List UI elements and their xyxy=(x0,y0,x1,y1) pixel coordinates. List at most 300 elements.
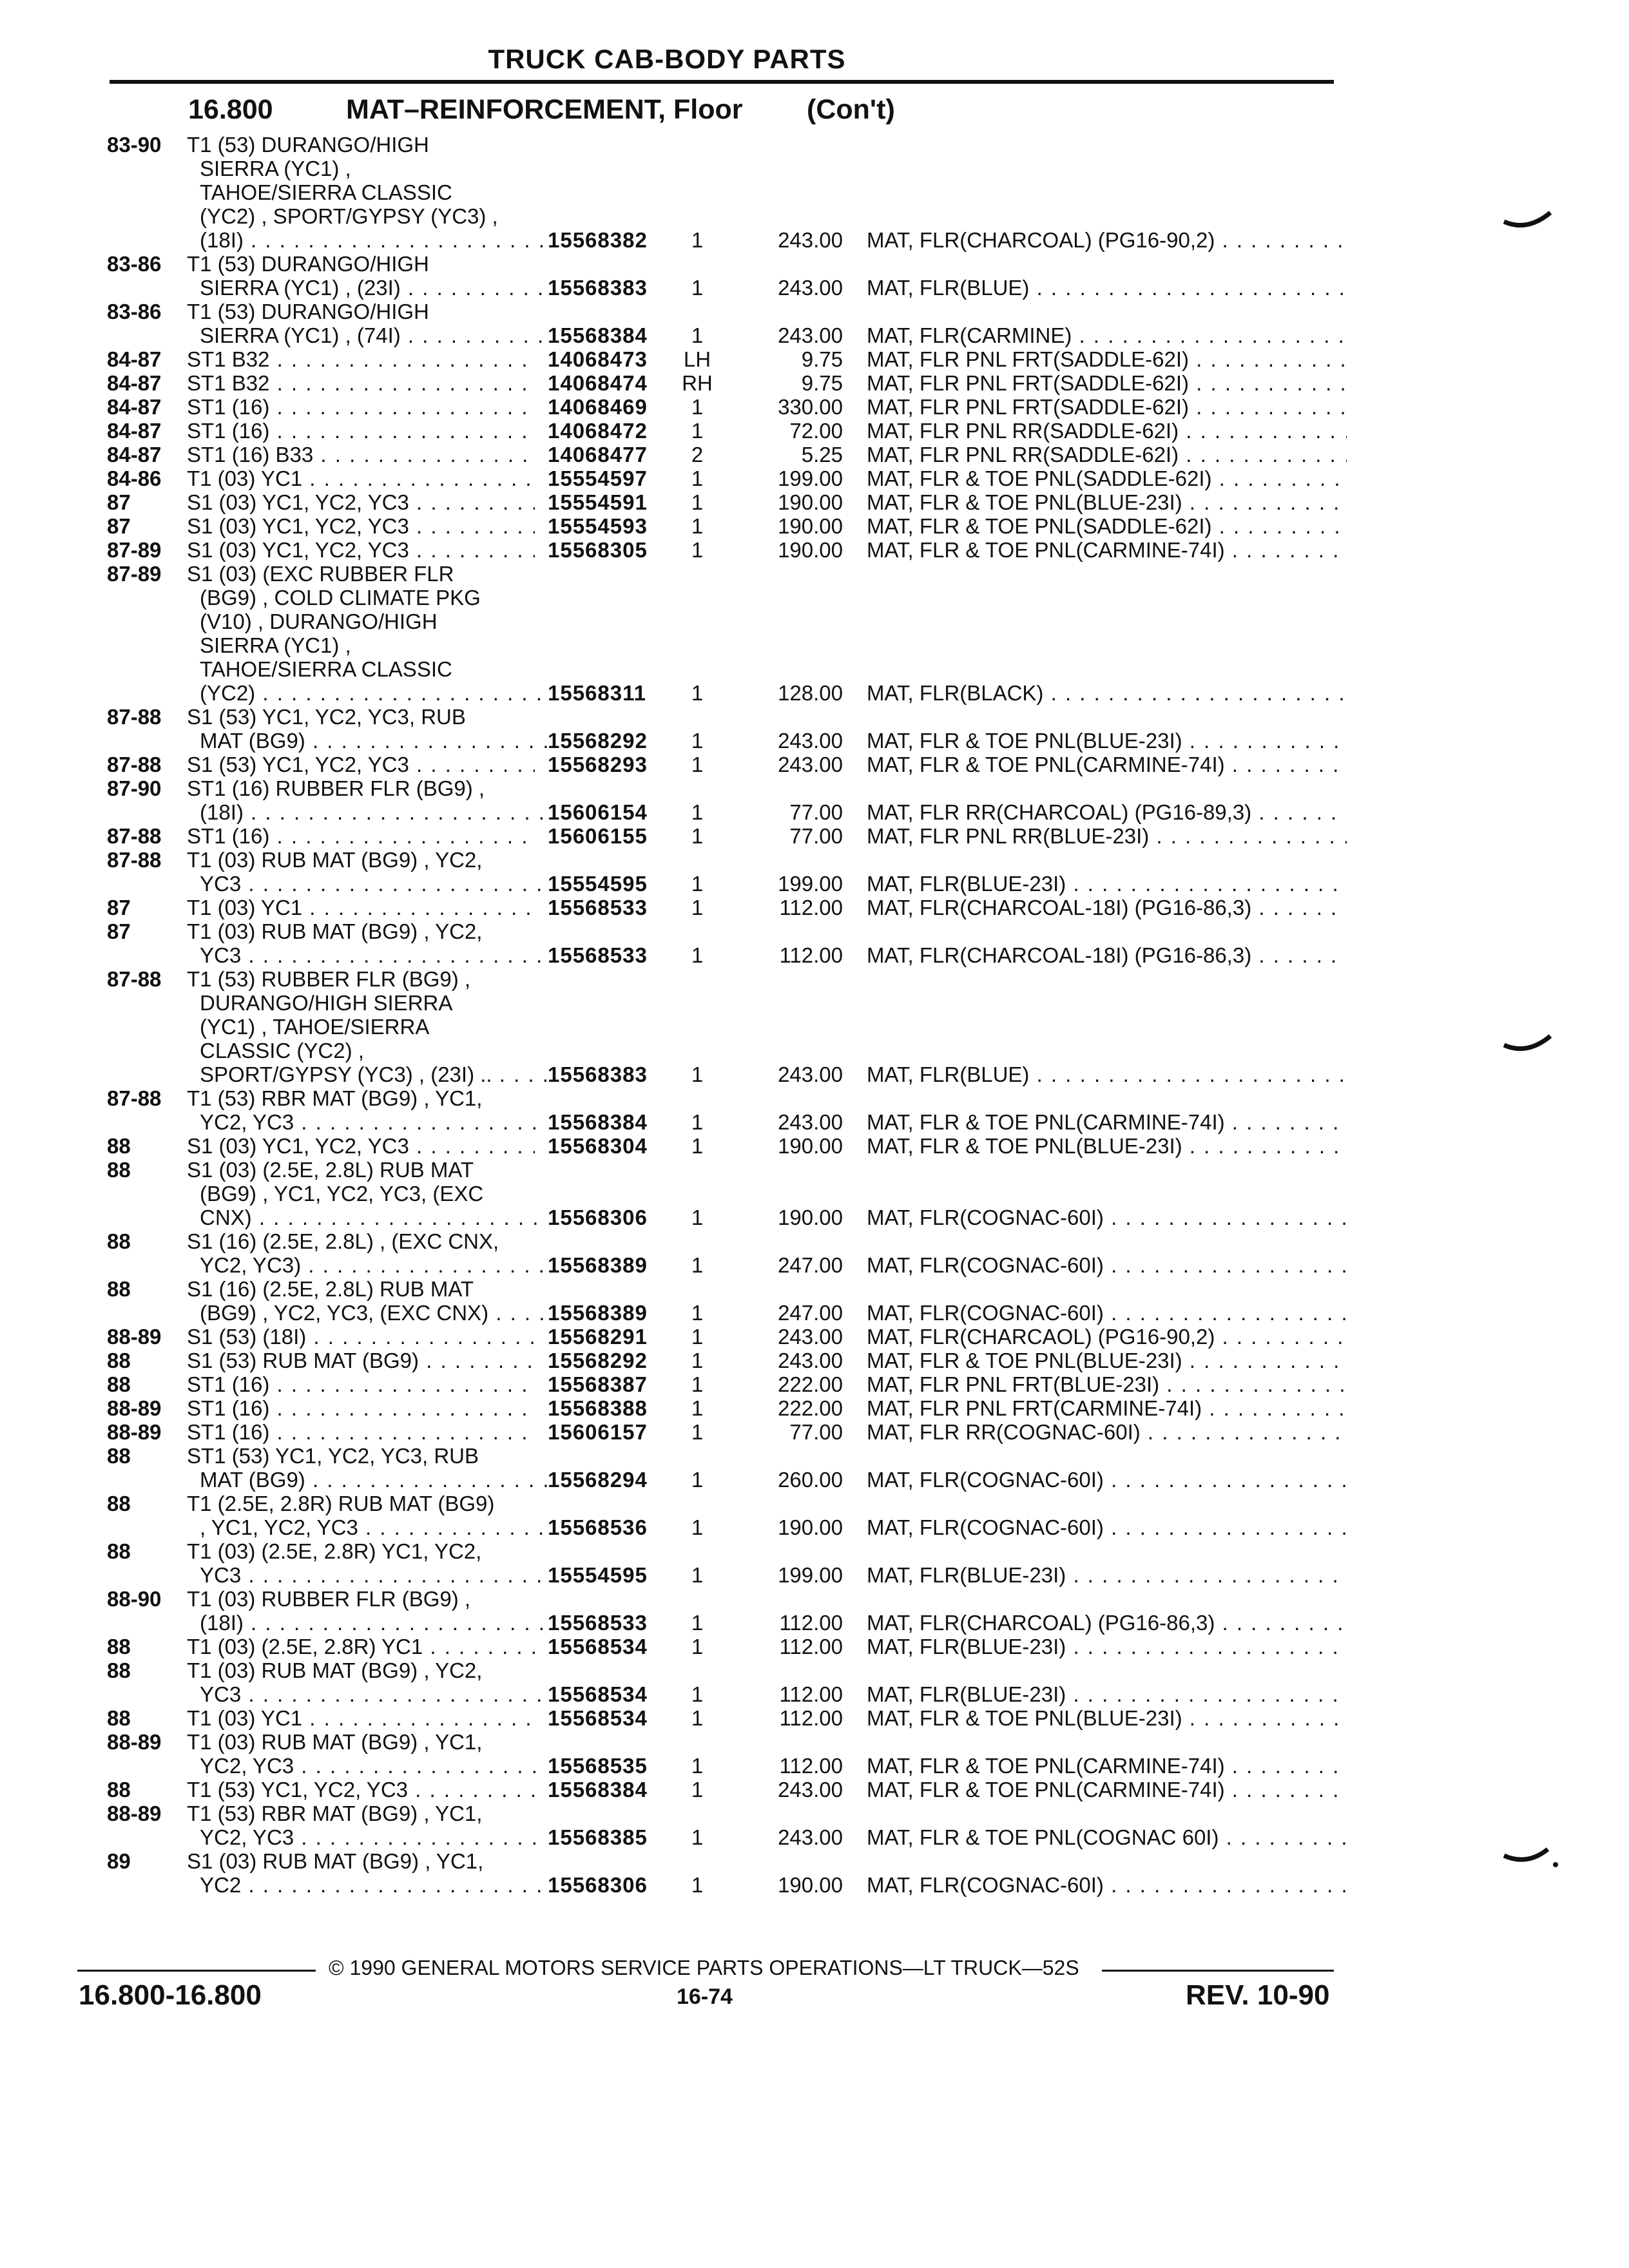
model-description: ST1 (16) . . . xyxy=(187,1396,535,1420)
model-description: T1 (53) DURANGO/HIGH xyxy=(187,300,429,323)
quantity: 1 xyxy=(691,1468,704,1492)
price: 9.75 xyxy=(801,347,843,371)
price: 243.00 xyxy=(778,276,843,300)
part-description: MAT, FLR & TOE PNL(CARMINE-74I) . . . xyxy=(867,753,1347,776)
part-description: MAT, FLR & TOE PNL(SADDLE-62I) . . . xyxy=(867,466,1347,490)
table-row xyxy=(0,610,1629,633)
price: 77.00 xyxy=(789,824,843,848)
footer-rule xyxy=(1102,1970,1334,1972)
price: 112.00 xyxy=(779,896,843,919)
quantity: 1 xyxy=(691,1325,704,1349)
margin-tick-mark xyxy=(1501,207,1553,233)
part-number: 15554595 xyxy=(548,872,648,896)
model-description: ST1 (16) RUBBER FLR (BG9) , xyxy=(187,776,485,800)
part-description: MAT, FLR(COGNAC-60I) . . . xyxy=(867,1468,1347,1492)
table-row xyxy=(0,1658,1629,1682)
model-description: ST1 (16) . . . xyxy=(187,1372,535,1396)
model-description: (18I) . . . xyxy=(200,228,548,252)
model-description: T1 (53) RBR MAT (BG9) , YC1, xyxy=(187,1086,483,1110)
model-description: (BG9) , YC2, YC3, (EXC CNX) . . . xyxy=(200,1301,548,1325)
table-row xyxy=(0,395,1629,419)
model-year: 88 xyxy=(107,1134,131,1158)
table-row xyxy=(0,1587,1629,1611)
price: 190.00 xyxy=(778,514,843,538)
table-row xyxy=(0,443,1629,466)
model-description: CLASSIC (YC2) , xyxy=(200,1039,364,1062)
model-description: ST1 (16) . . . xyxy=(187,824,535,848)
margin-tick-mark xyxy=(1501,1843,1559,1871)
model-year: 88 xyxy=(107,1158,131,1182)
table-row xyxy=(0,180,1629,204)
part-description: MAT, FLR & TOE PNL(CARMINE-74I) . . . xyxy=(867,1110,1347,1134)
quantity: 1 xyxy=(691,1873,704,1897)
price: 112.00 xyxy=(779,1635,843,1658)
model-year: 84-86 xyxy=(107,466,162,490)
part-number: 15568305 xyxy=(548,538,648,562)
part-number: 15568383 xyxy=(548,276,648,300)
table-row xyxy=(0,419,1629,443)
table-row xyxy=(0,1515,1629,1539)
model-year: 84-87 xyxy=(107,371,162,395)
model-description: CNX) . . . xyxy=(200,1206,548,1229)
table-row xyxy=(0,1062,1629,1086)
model-year: 88 xyxy=(107,1778,131,1802)
model-description: S1 (03) YC1, YC2, YC3 . . . xyxy=(187,490,535,514)
model-description: T1 (53) DURANGO/HIGH xyxy=(187,133,429,157)
model-description: SPORT/GYPSY (YC3) , (23I) .. . . . xyxy=(200,1062,548,1086)
model-description: S1 (53) YC1, YC2, YC3 . . . xyxy=(187,753,535,776)
part-description: MAT, FLR(COGNAC-60I) . . . xyxy=(867,1515,1347,1539)
table-row xyxy=(0,1873,1629,1897)
part-number: 15568311 xyxy=(548,681,647,705)
model-description: T1 (03) (2.5E, 2.8R) YC1, YC2, xyxy=(187,1539,482,1563)
table-row xyxy=(0,1706,1629,1730)
part-description: MAT, FLR(CARMINE) . . . xyxy=(867,323,1347,347)
part-description: MAT, FLR(COGNAC-60I) . . . xyxy=(867,1253,1347,1277)
model-description: T1 (53) RUBBER FLR (BG9) , xyxy=(187,967,471,991)
price: 190.00 xyxy=(778,1515,843,1539)
model-description: S1 (03) YC1, YC2, YC3 . . . xyxy=(187,1134,535,1158)
price: 112.00 xyxy=(779,943,843,967)
model-description: (18I) . . . xyxy=(200,800,548,824)
price: 72.00 xyxy=(789,419,843,443)
header-rule xyxy=(110,80,1334,84)
part-description: MAT, FLR(BLUE) . . . xyxy=(867,276,1347,300)
part-number: 15568292 xyxy=(548,729,648,753)
table-row xyxy=(0,228,1629,252)
model-description: T1 (03) YC1 . . . xyxy=(187,896,535,919)
model-year: 88-89 xyxy=(107,1420,162,1444)
model-description: (BG9) , YC1, YC2, YC3, (EXC xyxy=(200,1182,484,1206)
table-row xyxy=(0,1492,1629,1515)
model-year: 83-90 xyxy=(107,133,162,157)
model-year: 87-88 xyxy=(107,1086,162,1110)
model-year: 83-86 xyxy=(107,252,162,276)
table-row xyxy=(0,514,1629,538)
table-row xyxy=(0,800,1629,824)
quantity: LH xyxy=(683,347,711,371)
table-row xyxy=(0,1849,1629,1873)
table-row xyxy=(0,1110,1629,1134)
part-description: MAT, FLR(CHARCOAL-18I) (PG16-86,3) . . . xyxy=(867,896,1347,919)
part-description: MAT, FLR & TOE PNL(BLUE-23I) . . . xyxy=(867,1706,1347,1730)
model-description: T1 (03) RUB MAT (BG9) , YC1, xyxy=(187,1730,483,1754)
part-description: MAT, FLR(BLUE-23I) . . . xyxy=(867,872,1347,896)
quantity: 1 xyxy=(691,538,704,562)
price: 190.00 xyxy=(778,538,843,562)
part-description: MAT, FLR(BLUE-23I) . . . xyxy=(867,1563,1347,1587)
price: 222.00 xyxy=(778,1372,843,1396)
part-description: MAT, FLR PNL FRT(SADDLE-62I) . . . xyxy=(867,395,1347,419)
quantity: 1 xyxy=(691,1420,704,1444)
part-description: MAT, FLR & TOE PNL(SADDLE-62I) . . . xyxy=(867,514,1347,538)
model-year: 84-87 xyxy=(107,347,162,371)
model-year: 88 xyxy=(107,1635,131,1658)
model-description: (BG9) , COLD CLIMATE PKG xyxy=(200,586,481,610)
part-number: 15568384 xyxy=(548,323,648,347)
part-description: MAT, FLR PNL FRT(SADDLE-62I) . . . xyxy=(867,371,1347,395)
model-description: ST1 (16) B33 . . . xyxy=(187,443,535,466)
quantity: 1 xyxy=(691,872,704,896)
table-row xyxy=(0,1611,1629,1635)
model-description: T1 (03) RUB MAT (BG9) , YC2, xyxy=(187,919,483,943)
part-description: MAT, FLR & TOE PNL(BLUE-23I) . . . xyxy=(867,490,1347,514)
price: 243.00 xyxy=(778,1110,843,1134)
model-description: T1 (03) RUBBER FLR (BG9) , xyxy=(187,1587,471,1611)
footer-page-number: 16-74 xyxy=(677,1984,733,2009)
table-row xyxy=(0,371,1629,395)
table-row xyxy=(0,753,1629,776)
part-number: 15606155 xyxy=(548,824,648,848)
price: 112.00 xyxy=(779,1754,843,1778)
model-description: ST1 (16) . . . xyxy=(187,395,535,419)
model-description: S1 (03) RUB MAT (BG9) , YC1, xyxy=(187,1849,484,1873)
price: 199.00 xyxy=(778,1563,843,1587)
part-description: MAT, FLR & TOE PNL(BLUE-23I) . . . xyxy=(867,1349,1347,1372)
table-row xyxy=(0,1277,1629,1301)
table-row xyxy=(0,919,1629,943)
model-description: S1 (53) YC1, YC2, YC3, RUB xyxy=(187,705,466,729)
price: 128.00 xyxy=(778,681,843,705)
model-description: T1 (03) YC1 . . . xyxy=(187,466,535,490)
table-row xyxy=(0,1015,1629,1039)
model-year: 87-88 xyxy=(107,753,162,776)
quantity: 2 xyxy=(691,443,704,466)
part-number: 15568294 xyxy=(548,1468,648,1492)
model-description: ST1 B32 . . . xyxy=(187,347,535,371)
model-description: S1 (53) RUB MAT (BG9) . . . xyxy=(187,1349,535,1372)
part-number: 14068474 xyxy=(548,371,648,395)
quantity: 1 xyxy=(691,753,704,776)
model-description: YC3 . . . xyxy=(200,943,548,967)
part-number: 15568291 xyxy=(548,1325,648,1349)
part-number: 15606154 xyxy=(548,800,648,824)
model-description: YC3 . . . xyxy=(200,1563,548,1587)
price: 243.00 xyxy=(778,753,843,776)
table-row xyxy=(0,1468,1629,1492)
part-description: MAT, FLR(CHARCOAL-18I) (PG16-86,3) . . . xyxy=(867,943,1347,967)
part-description: MAT, FLR RR(CHARCOAL) (PG16-89,3) . . . xyxy=(867,800,1347,824)
model-description: S1 (16) (2.5E, 2.8L) RUB MAT xyxy=(187,1277,474,1301)
section-continued: (Con't) xyxy=(807,94,895,125)
model-year: 87 xyxy=(107,896,131,919)
part-number: 15568534 xyxy=(548,1635,648,1658)
quantity: 1 xyxy=(691,276,704,300)
quantity: 1 xyxy=(691,1754,704,1778)
model-description: S1 (03) YC1, YC2, YC3 . . . xyxy=(187,514,535,538)
price: 247.00 xyxy=(778,1301,843,1325)
price: 243.00 xyxy=(778,1325,843,1349)
table-row xyxy=(0,681,1629,705)
part-description: MAT, FLR(CHARCAOL) (PG16-90,2) . . . xyxy=(867,1325,1347,1349)
part-number: 15568306 xyxy=(548,1206,648,1229)
model-description: T1 (03) RUB MAT (BG9) , YC2, xyxy=(187,848,483,872)
model-description: (18I) . . . xyxy=(200,1611,548,1635)
price: 190.00 xyxy=(778,490,843,514)
price: 247.00 xyxy=(778,1253,843,1277)
model-description: T1 (03) YC1 . . . xyxy=(187,1706,535,1730)
part-number: 14068473 xyxy=(548,347,648,371)
model-year: 88-89 xyxy=(107,1802,162,1825)
table-row xyxy=(0,1134,1629,1158)
table-row xyxy=(0,1182,1629,1206)
quantity: 1 xyxy=(691,1062,704,1086)
model-year: 88 xyxy=(107,1372,131,1396)
model-description: ST1 (16) . . . xyxy=(187,1420,535,1444)
part-number: 15606157 xyxy=(548,1420,648,1444)
footer-section-range: 16.800-16.800 xyxy=(79,1979,262,2011)
model-year: 87-88 xyxy=(107,705,162,729)
quantity: 1 xyxy=(691,419,704,443)
part-number: 15568385 xyxy=(548,1825,648,1849)
table-row xyxy=(0,466,1629,490)
part-number: 15568383 xyxy=(548,1062,648,1086)
quantity: 1 xyxy=(691,1396,704,1420)
price: 112.00 xyxy=(779,1706,843,1730)
part-description: MAT, FLR PNL RR(BLUE-23I) . . . xyxy=(867,824,1347,848)
part-description: MAT, FLR(COGNAC-60I) . . . xyxy=(867,1873,1347,1897)
table-row xyxy=(0,586,1629,610)
quantity: 1 xyxy=(691,323,704,347)
footer-rule xyxy=(77,1970,316,1972)
model-year: 87 xyxy=(107,919,131,943)
quantity: 1 xyxy=(691,1825,704,1849)
part-description: MAT, FLR(CHARCOAL) (PG16-86,3) . . . xyxy=(867,1611,1347,1635)
part-description: MAT, FLR(BLACK) . . . xyxy=(867,681,1347,705)
model-year: 88 xyxy=(107,1492,131,1515)
table-row xyxy=(0,1039,1629,1062)
model-year: 88-89 xyxy=(107,1730,162,1754)
model-description: YC2, YC3 . . . xyxy=(200,1754,548,1778)
quantity: 1 xyxy=(691,1206,704,1229)
quantity: 1 xyxy=(691,1682,704,1706)
price: 243.00 xyxy=(778,1778,843,1802)
price: 243.00 xyxy=(778,1062,843,1086)
table-row xyxy=(0,1158,1629,1182)
part-number: 15568533 xyxy=(548,896,648,919)
part-number: 15568534 xyxy=(548,1682,648,1706)
model-description: YC2 . . . xyxy=(200,1873,548,1897)
part-number: 15568534 xyxy=(548,1706,648,1730)
model-description: SIERRA (YC1) , xyxy=(200,157,351,180)
part-description: MAT, FLR(COGNAC-60I) . . . xyxy=(867,1206,1347,1229)
model-description: YC2, YC3 . . . xyxy=(200,1825,548,1849)
part-number: 15568382 xyxy=(548,228,648,252)
model-year: 88 xyxy=(107,1277,131,1301)
quantity: 1 xyxy=(691,395,704,419)
quantity: 1 xyxy=(691,228,704,252)
table-row xyxy=(0,1372,1629,1396)
table-row xyxy=(0,705,1629,729)
price: 190.00 xyxy=(778,1873,843,1897)
table-row xyxy=(0,490,1629,514)
part-number: 15554597 xyxy=(548,466,648,490)
model-description: T1 (2.5E, 2.8R) RUB MAT (BG9) xyxy=(187,1492,495,1515)
table-row xyxy=(0,943,1629,967)
model-year: 87 xyxy=(107,514,131,538)
part-description: MAT, FLR(BLUE) . . . xyxy=(867,1062,1347,1086)
part-number: 14068472 xyxy=(548,419,648,443)
model-description: YC3 . . . xyxy=(200,872,548,896)
quantity: 1 xyxy=(691,800,704,824)
part-description: MAT, FLR & TOE PNL(BLUE-23I) . . . xyxy=(867,729,1347,753)
table-row xyxy=(0,1825,1629,1849)
price: 330.00 xyxy=(778,395,843,419)
model-year: 87-88 xyxy=(107,848,162,872)
model-description: ST1 (53) YC1, YC2, YC3, RUB xyxy=(187,1444,479,1468)
part-number: 15568384 xyxy=(548,1778,648,1802)
table-row xyxy=(0,252,1629,276)
table-row xyxy=(0,1396,1629,1420)
table-row xyxy=(0,633,1629,657)
price: 190.00 xyxy=(778,1134,843,1158)
price: 199.00 xyxy=(778,872,843,896)
quantity: 1 xyxy=(691,943,704,967)
table-row xyxy=(0,991,1629,1015)
model-description: T1 (53) RBR MAT (BG9) , YC1, xyxy=(187,1802,483,1825)
quantity: 1 xyxy=(691,1253,704,1277)
quantity: 1 xyxy=(691,1706,704,1730)
table-row xyxy=(0,1349,1629,1372)
quantity: 1 xyxy=(691,1515,704,1539)
part-description: MAT, FLR RR(COGNAC-60I) . . . xyxy=(867,1420,1347,1444)
model-description: (YC2) . . . xyxy=(200,681,548,705)
model-year: 88 xyxy=(107,1706,131,1730)
model-year: 87-89 xyxy=(107,538,162,562)
model-description: S1 (03) (EXC RUBBER FLR xyxy=(187,562,454,586)
table-row xyxy=(0,1802,1629,1825)
model-description: S1 (16) (2.5E, 2.8L) , (EXC CNX, xyxy=(187,1229,499,1253)
model-year: 88-90 xyxy=(107,1587,162,1611)
part-description: MAT, FLR PNL RR(SADDLE-62I) . . . xyxy=(867,443,1347,466)
table-row xyxy=(0,157,1629,180)
model-year: 88 xyxy=(107,1349,131,1372)
model-description: T1 (53) YC1, YC2, YC3 . . . xyxy=(187,1778,535,1802)
model-year: 88 xyxy=(107,1658,131,1682)
quantity: 1 xyxy=(691,466,704,490)
part-number: 15568389 xyxy=(548,1253,648,1277)
quantity: 1 xyxy=(691,1349,704,1372)
table-row xyxy=(0,776,1629,800)
table-row xyxy=(0,1635,1629,1658)
model-description: (YC1) , TAHOE/SIERRA xyxy=(200,1015,430,1039)
table-row xyxy=(0,276,1629,300)
table-row xyxy=(0,1444,1629,1468)
price: 243.00 xyxy=(778,1825,843,1849)
part-description: MAT, FLR & TOE PNL(CARMINE-74I) . . . xyxy=(867,1778,1347,1802)
part-number: 15554591 xyxy=(548,490,648,514)
model-year: 88 xyxy=(107,1229,131,1253)
model-description: TAHOE/SIERRA CLASSIC xyxy=(200,180,452,204)
price: 222.00 xyxy=(778,1396,843,1420)
part-number: 15568304 xyxy=(548,1134,648,1158)
model-description: T1 (03) RUB MAT (BG9) , YC2, xyxy=(187,1658,483,1682)
price: 9.75 xyxy=(801,371,843,395)
model-year: 88-89 xyxy=(107,1396,162,1420)
model-description: (YC2) , SPORT/GYPSY (YC3) , xyxy=(200,204,498,228)
model-description: TAHOE/SIERRA CLASSIC xyxy=(200,657,452,681)
table-row xyxy=(0,967,1629,991)
part-number: 14068477 xyxy=(548,443,648,466)
table-row xyxy=(0,848,1629,872)
part-description: MAT, FLR(CHARCOAL) (PG16-90,2) . . . xyxy=(867,228,1347,252)
model-description: ST1 (16) . . . xyxy=(187,419,535,443)
model-description: SIERRA (YC1) , xyxy=(200,633,351,657)
table-row xyxy=(0,1086,1629,1110)
model-year: 89 xyxy=(107,1849,131,1873)
model-year: 87-88 xyxy=(107,824,162,848)
table-row xyxy=(0,657,1629,681)
footer-revision: REV. 10-90 xyxy=(1186,1979,1330,2011)
quantity: 1 xyxy=(691,824,704,848)
quantity: 1 xyxy=(691,1611,704,1635)
part-description: MAT, FLR(COGNAC-60I) . . . xyxy=(867,1301,1347,1325)
model-description: YC3 . . . xyxy=(200,1682,548,1706)
price: 243.00 xyxy=(778,729,843,753)
parts-table xyxy=(0,133,1629,1897)
part-description: MAT, FLR & TOE PNL(CARMINE-74I) . . . xyxy=(867,538,1347,562)
model-year: 87 xyxy=(107,490,131,514)
model-year: 84-87 xyxy=(107,419,162,443)
part-description: MAT, FLR & TOE PNL(BLUE-23I) . . . xyxy=(867,1134,1347,1158)
part-description: MAT, FLR & TOE PNL(CARMINE-74I) . . . xyxy=(867,1754,1347,1778)
quantity: 1 xyxy=(691,1134,704,1158)
table-row xyxy=(0,133,1629,157)
quantity: 1 xyxy=(691,729,704,753)
table-row xyxy=(0,896,1629,919)
footer-copyright: © 1990 GENERAL MOTORS SERVICE PARTS OPERATIONS—LT TRUCK—52S xyxy=(329,1956,1079,1979)
part-description: MAT, FLR PNL RR(SADDLE-62I) . . . xyxy=(867,419,1347,443)
part-number: 15568533 xyxy=(548,1611,648,1635)
part-number: 15554593 xyxy=(548,514,648,538)
price: 199.00 xyxy=(778,466,843,490)
price: 77.00 xyxy=(789,1420,843,1444)
table-row xyxy=(0,300,1629,323)
model-year: 84-87 xyxy=(107,443,162,466)
table-row xyxy=(0,1730,1629,1754)
quantity: 1 xyxy=(691,1778,704,1802)
part-description: MAT, FLR & TOE PNL(COGNAC 60I) . . . xyxy=(867,1825,1347,1849)
part-number: 15568293 xyxy=(548,753,648,776)
model-description: MAT (BG9) . . . xyxy=(200,729,548,753)
model-year: 88-89 xyxy=(107,1325,162,1349)
model-year: 88 xyxy=(107,1444,131,1468)
model-description: T1 (53) DURANGO/HIGH xyxy=(187,252,429,276)
model-description: S1 (53) (18I) . . . xyxy=(187,1325,535,1349)
quantity: 1 xyxy=(691,1635,704,1658)
quantity: 1 xyxy=(691,1110,704,1134)
table-row xyxy=(0,1682,1629,1706)
